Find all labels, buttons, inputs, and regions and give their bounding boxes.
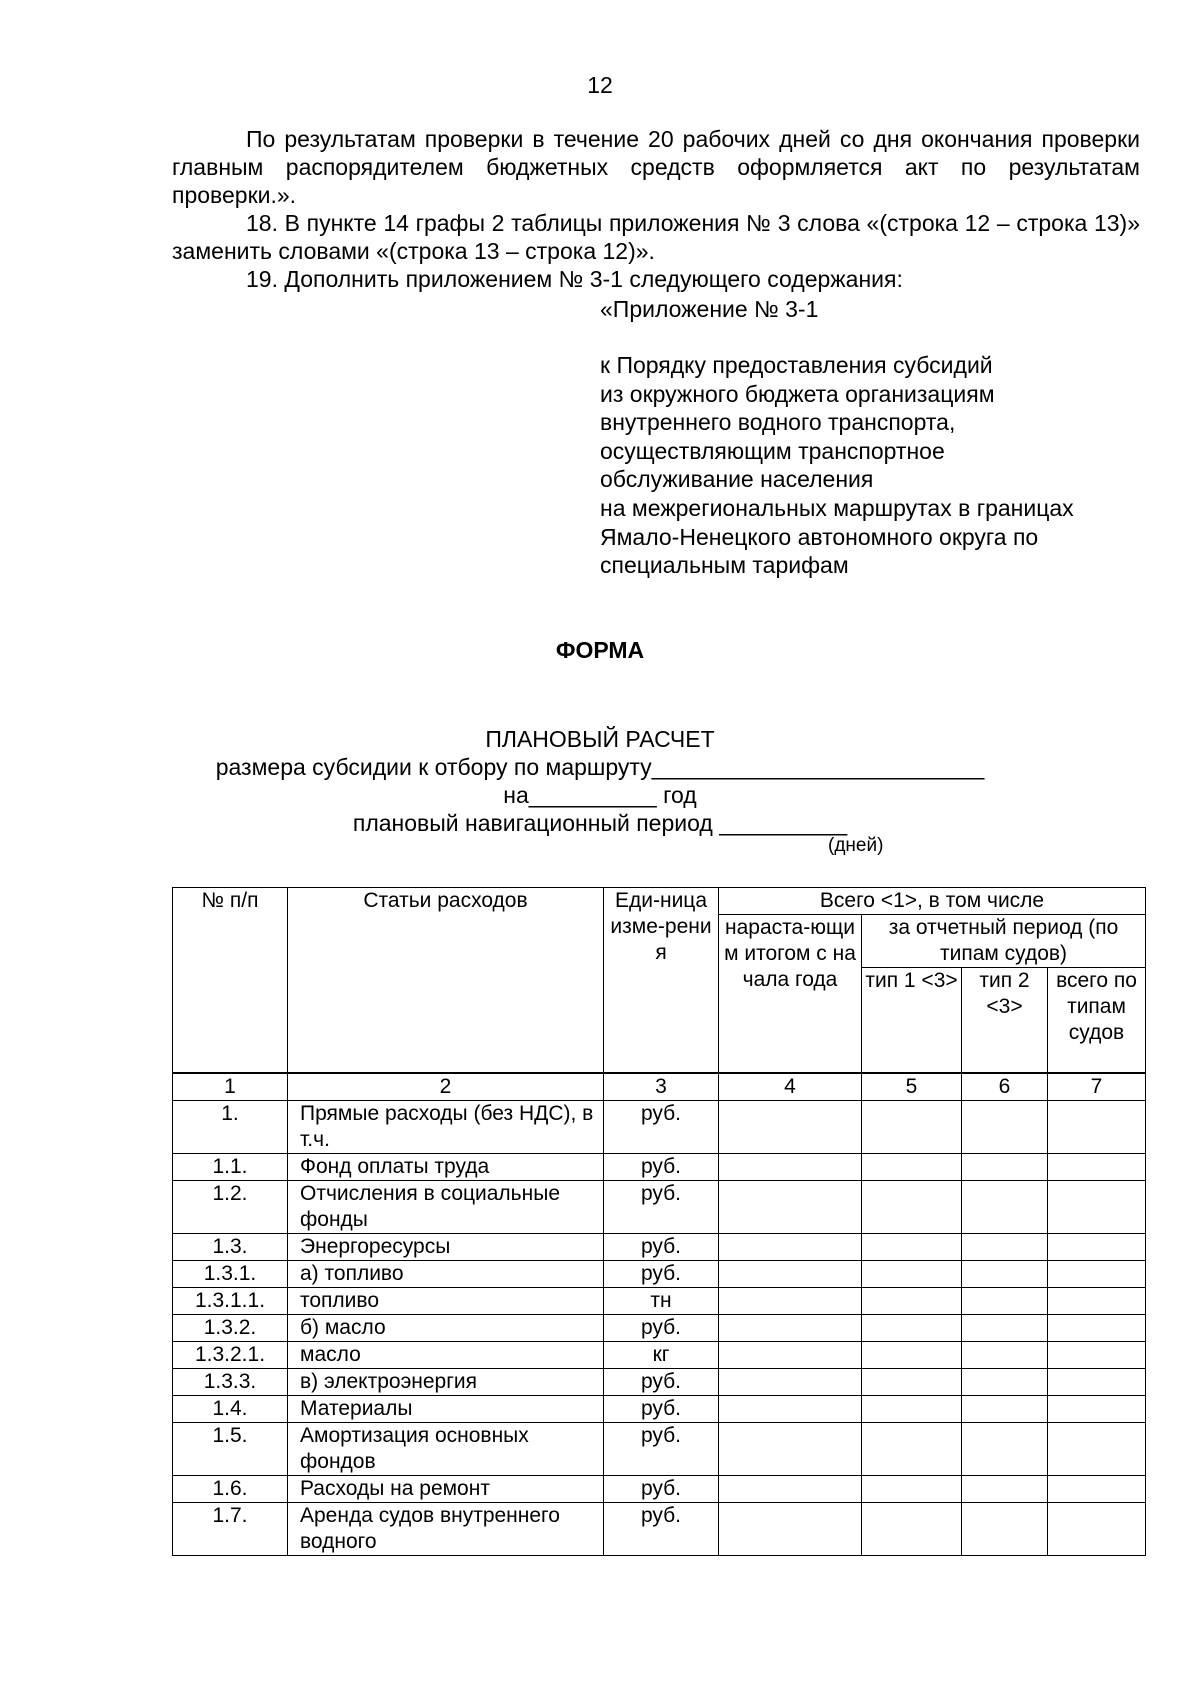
column-number: 2 — [288, 1073, 604, 1101]
row-number: 1.5. — [173, 1423, 288, 1476]
row-type2-value — [962, 1396, 1048, 1423]
table-row — [173, 1261, 1146, 1288]
heading-period: плановый навигационный период __________ — [352, 810, 848, 836]
row-type2-value — [962, 1234, 1048, 1261]
header-type2: тип 2 <3> — [962, 968, 1048, 1074]
row-all-types-value — [1048, 1369, 1146, 1396]
table-row — [173, 1234, 1146, 1261]
row-type2-value — [962, 1101, 1048, 1154]
appendix-line: обслуживание населения — [600, 466, 874, 493]
row-unit: руб. — [604, 1423, 719, 1476]
row-cumulative-value — [719, 1154, 862, 1181]
row-number: 1.3.3. — [173, 1369, 288, 1396]
row-type2-value — [962, 1288, 1048, 1315]
column-number: 7 — [1048, 1073, 1146, 1101]
row-type1-value — [862, 1369, 962, 1396]
row-all-types-value — [1048, 1234, 1146, 1261]
row-type1-value — [862, 1101, 962, 1154]
row-cumulative-value — [719, 1234, 862, 1261]
row-type1-value — [862, 1234, 962, 1261]
table-row — [173, 1101, 1146, 1154]
row-cumulative-value — [719, 1288, 862, 1315]
row-item: б) масло — [288, 1315, 604, 1342]
column-number: 5 — [862, 1073, 962, 1101]
row-all-types-value — [1048, 1423, 1146, 1476]
row-number: 1. — [173, 1101, 288, 1154]
heading-route: размера субсидии к отбору по маршруту__________________________ — [215, 754, 985, 780]
header-items: Статьи расходов — [288, 888, 604, 1074]
row-type2-value — [962, 1369, 1048, 1396]
row-unit: руб. — [604, 1101, 719, 1154]
paragraph-item-19: 19. Дополнить приложением № 3-1 следующего содержания: — [246, 266, 903, 292]
row-item: а) топливо — [288, 1261, 604, 1288]
row-cumulative-value — [719, 1476, 862, 1503]
row-unit: тн — [604, 1288, 719, 1315]
row-number: 1.6. — [173, 1476, 288, 1503]
header-all-types: всего по типам судов — [1048, 968, 1146, 1074]
row-type2-value — [962, 1503, 1048, 1556]
row-item: Энергоресурсы — [288, 1234, 604, 1261]
row-number: 1.7. — [173, 1503, 288, 1556]
header-type1: тип 1 <3> — [862, 968, 962, 1074]
appendix-caption — [600, 351, 1160, 580]
table-row — [173, 1396, 1146, 1423]
appendix-line: специальным тарифам — [600, 552, 849, 579]
row-type1-value — [862, 1423, 962, 1476]
row-unit: руб. — [604, 1315, 719, 1342]
row-unit: руб. — [604, 1503, 719, 1556]
row-all-types-value — [1048, 1288, 1146, 1315]
row-type1-value — [862, 1503, 962, 1556]
row-item: топливо — [288, 1288, 604, 1315]
table-row — [173, 1476, 1146, 1503]
paragraph-check-results: По результатам проверки в течение 20 рабочих дней со дня окончания проверки главным распорядителем бюджетных средств оформляется акт по результатам проверки.». — [172, 126, 1140, 208]
row-cumulative-value — [719, 1261, 862, 1288]
page-number: 12 — [587, 72, 613, 98]
row-item: Прямые расходы (без НДС), в т.ч. — [288, 1101, 604, 1154]
row-cumulative-value — [719, 1181, 862, 1234]
header-unit: Еди-ница изме-рения — [604, 888, 719, 1074]
table-row — [173, 1369, 1146, 1396]
row-type1-value — [862, 1154, 962, 1181]
header-period: за отчетный период (по типам судов) — [862, 915, 1146, 968]
appendix-line: Ямало-Ненецкого автономного округа по — [600, 523, 1039, 550]
row-type2-value — [962, 1154, 1048, 1181]
header-num: № п/п — [173, 888, 288, 1074]
table-row — [173, 1154, 1146, 1181]
row-type2-value — [962, 1423, 1048, 1476]
heading-year: на__________ год — [503, 782, 697, 808]
forma-label: ФОРМА — [555, 637, 645, 663]
row-cumulative-value — [719, 1342, 862, 1369]
row-item: в) электроэнергия — [288, 1369, 604, 1396]
row-number: 1.1. — [173, 1154, 288, 1181]
row-type1-value — [862, 1342, 962, 1369]
table-row — [173, 1503, 1146, 1556]
table-row — [173, 1288, 1146, 1315]
days-note: (дней) — [828, 835, 884, 856]
table-row — [173, 1181, 1146, 1234]
row-cumulative-value — [719, 1101, 862, 1154]
row-all-types-value — [1048, 1503, 1146, 1556]
row-unit: руб. — [604, 1476, 719, 1503]
row-number: 1.3.2. — [173, 1315, 288, 1342]
header-row — [173, 888, 1146, 915]
row-number: 1.3.1.1. — [173, 1288, 288, 1315]
appendix-line: к Порядку предоставления субсидий — [600, 352, 993, 378]
heading-title: ПЛАНОВЫЙ РАСЧЕТ — [485, 726, 715, 752]
row-number: 1.2. — [173, 1181, 288, 1234]
table-row — [173, 1423, 1146, 1476]
row-type1-value — [862, 1315, 962, 1342]
row-type1-value — [862, 1261, 962, 1288]
row-cumulative-value — [719, 1503, 862, 1556]
row-item: масло — [288, 1342, 604, 1369]
row-unit: кг — [604, 1342, 719, 1369]
row-item: Амортизация основных фондов — [288, 1423, 604, 1476]
appendix-line: на межрегиональных маршрутах в границах — [600, 494, 1074, 521]
column-number: 6 — [962, 1073, 1048, 1101]
row-cumulative-value — [719, 1423, 862, 1476]
header-cumulative: нараста-ющим итогом с начала года — [719, 915, 862, 1074]
row-item: Расходы на ремонт — [288, 1476, 604, 1503]
row-unit: руб. — [604, 1261, 719, 1288]
row-type1-value — [862, 1396, 962, 1423]
row-all-types-value — [1048, 1476, 1146, 1503]
column-number-row — [173, 1073, 1146, 1101]
row-cumulative-value — [719, 1315, 862, 1342]
row-unit: руб. — [604, 1369, 719, 1396]
paragraph-item-18: 18. В пункте 14 графы 2 таблицы приложения № 3 слова «(строка 12 – строка 13)» заменить словами «(строка 13 – строка 12)». — [172, 210, 1140, 264]
row-number: 1.3.2.1. — [173, 1342, 288, 1369]
row-item: Аренда судов внутреннего водного — [288, 1503, 604, 1556]
appendix-line: внутреннего водного транспорта, — [600, 409, 956, 436]
row-number: 1.3.1. — [173, 1261, 288, 1288]
row-type2-value — [962, 1476, 1048, 1503]
row-type1-value — [862, 1181, 962, 1234]
appendix-title: «Приложение № 3-1 — [600, 296, 819, 322]
column-number: 4 — [719, 1073, 862, 1101]
calculation-table — [172, 887, 1146, 1556]
column-number: 1 — [173, 1073, 288, 1101]
row-number: 1.4. — [173, 1396, 288, 1423]
row-type2-value — [962, 1342, 1048, 1369]
row-cumulative-value — [719, 1396, 862, 1423]
row-unit: руб. — [604, 1396, 719, 1423]
row-all-types-value — [1048, 1315, 1146, 1342]
appendix-line: из окружного бюджета организациям — [600, 380, 995, 407]
row-type2-value — [962, 1181, 1048, 1234]
table-row — [173, 1315, 1146, 1342]
row-item: Отчисления в социальные фонды — [288, 1181, 604, 1234]
row-all-types-value — [1048, 1261, 1146, 1288]
row-all-types-value — [1048, 1396, 1146, 1423]
row-unit: руб. — [604, 1234, 719, 1261]
row-type2-value — [962, 1261, 1048, 1288]
table-row — [173, 1342, 1146, 1369]
row-number: 1.3. — [173, 1234, 288, 1261]
column-number: 3 — [604, 1073, 719, 1101]
row-unit: руб. — [604, 1181, 719, 1234]
row-unit: руб. — [604, 1154, 719, 1181]
row-cumulative-value — [719, 1369, 862, 1396]
row-type1-value — [862, 1288, 962, 1315]
row-all-types-value — [1048, 1154, 1146, 1181]
row-item: Фонд оплаты труда — [288, 1154, 604, 1181]
appendix-line: осуществляющим транспортное — [600, 437, 945, 464]
row-all-types-value — [1048, 1101, 1146, 1154]
row-type1-value — [862, 1476, 962, 1503]
row-item: Материалы — [288, 1396, 604, 1423]
row-all-types-value — [1048, 1342, 1146, 1369]
row-type2-value — [962, 1315, 1048, 1342]
header-total: Всего <1>, в том числе — [719, 888, 1146, 915]
row-all-types-value — [1048, 1181, 1146, 1234]
